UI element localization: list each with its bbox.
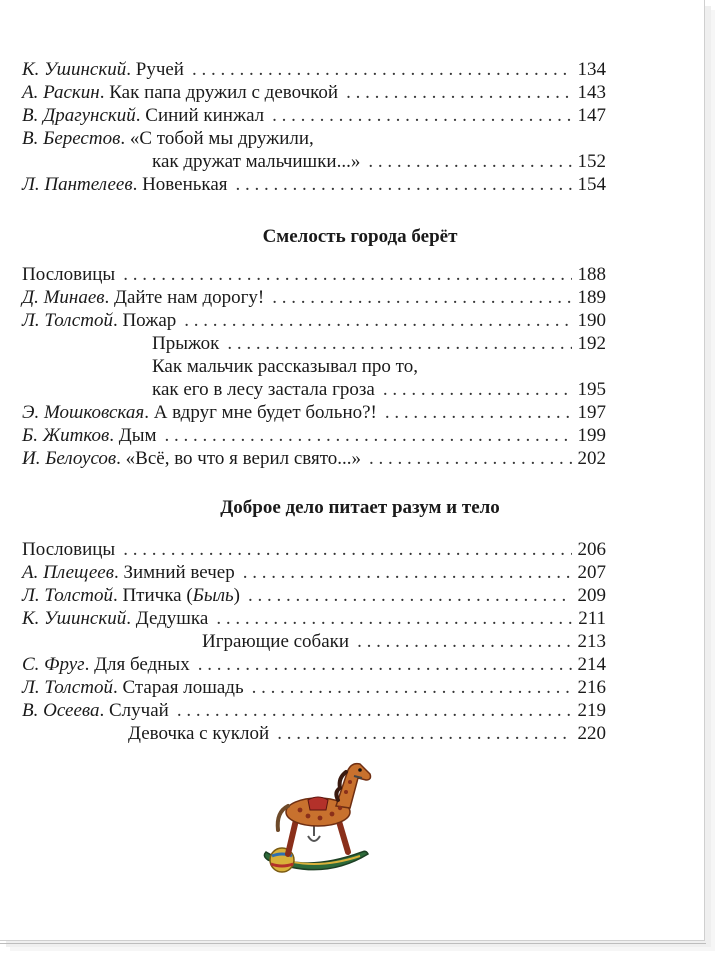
leader-dots [346,81,571,105]
entry-author: Л. Толстой [22,310,113,331]
entry-page-number: 206 [577,539,606,560]
leader-dots [277,722,571,746]
entry-page-number: 197 [577,402,606,423]
toc-entry-continuation[interactable] [22,332,606,356]
leader-dots [216,607,572,631]
entry-page-number: 188 [577,264,606,285]
entry-page-number: 209 [577,585,606,606]
entry-page-number: 214 [577,654,606,675]
entry-title: Зимний вечер [123,562,235,583]
entry-page-number: 190 [577,310,606,331]
entry-title: Как мальчик рассказывал про то, [152,356,418,377]
entry-author: И. Белоусов [22,448,117,469]
entry-author: К. Ушинский [22,608,127,629]
leader-dots [248,584,572,608]
leader-dots [227,332,571,356]
toc-entry[interactable]: К. Ушинский. Ручей . . . 134 [22,58,606,82]
leader-dots [198,653,572,677]
entry-author: А. Раскин [22,82,100,103]
entry-title: Старая лошадь [122,677,244,698]
entry-author: А. Плещеев [22,562,114,583]
leader-dots [243,561,572,585]
entry-page-number: 220 [577,723,606,744]
toc-entry-continuation[interactable] [22,378,606,402]
entry-page-number: 134 [577,59,606,80]
entry-page-number: 192 [577,333,606,354]
entry-page-number: 152 [577,151,606,172]
entry-title: Пословицы [22,539,116,560]
section-heading: Смелость города берёт [262,226,458,247]
leader-dots [383,378,572,402]
entry-title: Прыжок [152,333,220,354]
entry-title: как его в лесу застала гроза [152,379,375,400]
toc-entry[interactable]: В. Осеева. Случай . . . 219 [22,699,606,723]
rocking-horse-icon [262,756,374,882]
leader-dots [369,447,571,471]
leader-dots [165,424,572,448]
entry-page-number: 189 [577,287,606,308]
toc-entry[interactable]: С. Фруг. Для бедных . . . 214 [22,653,606,677]
entry-title: Птичка ( [122,585,193,606]
leader-dots [368,150,571,174]
toc-entry[interactable]: Б. Житков. Дым . . . 199 [22,424,606,448]
toc-entry[interactable]: Э. Мошковская. А вдруг мне будет больно?! . . . 197 [22,401,606,425]
page-edge [0,943,706,944]
entry-title: Дедушка [135,608,209,629]
entry-author: Д. Минаев [22,287,105,308]
entry-author: Э. Мошковская [22,402,145,423]
toc-entry-continuation[interactable] [22,355,606,379]
entry-page-number: 216 [577,677,606,698]
entry-page-number: 195 [577,379,606,400]
leader-dots [123,263,571,287]
toc-entry[interactable]: В. Берестов. «С тобой мы дружили, [22,128,314,149]
leader-dots [385,401,572,425]
entry-title: Девочка с куклой [128,723,270,744]
entry-page-number: 213 [577,631,606,652]
entry-page-number: 211 [578,608,606,629]
entry-author: Л. Толстой [22,677,113,698]
toc-entry[interactable] [22,538,606,562]
leader-dots [252,676,572,700]
entry-title: Как папа дружил с девочкой [109,82,339,103]
leader-dots [272,104,571,128]
toc-entry[interactable]: И. Белоусов. «Всё, во что я верил свято...» . . . 202 [22,447,606,471]
toc-entry[interactable]: А. Плещеев. Зимний вечер . . . 207 [22,561,606,585]
entry-title: как дружат мальчишки...» [152,151,361,172]
section-heading: Доброе дело питает разум и тело [220,497,500,518]
toc-entry-continuation[interactable] [22,722,606,746]
entry-author: Л. Пантелеев [22,174,133,195]
entry-page-number: 199 [577,425,606,446]
entry-title: Пословицы [22,264,116,285]
toc-entry[interactable]: Л. Толстой. Птичка (Быль) . . . 209 [22,584,606,608]
toc-entry[interactable]: Д. Минаев. Дайте нам дорогу! . . . 189 [22,286,606,310]
leader-dots [236,173,572,197]
toc-entry[interactable]: Л. Толстой. Старая лошадь . . . 216 [22,676,606,700]
toc-entry[interactable]: А. Раскин. Как папа дружил с девочкой . . . 143 [22,81,606,105]
entry-title: «С тобой мы дружили, [129,128,314,149]
entry-page-number: 154 [577,174,606,195]
toc-entry[interactable]: В. Драгунский. Синий кинжал . . . 147 [22,104,606,128]
toc-entry[interactable]: Л. Пантелеев. Новенькая . . . 154 [22,173,606,197]
entry-title: Синий кинжал [145,105,265,126]
toc-entry-continuation[interactable] [22,630,606,654]
toc-entry[interactable]: Л. Толстой. Пожар . . . 190 [22,309,606,333]
leader-dots [184,309,571,333]
entry-author: Б. Житков [22,425,110,446]
entry-title: Играющие собаки [202,631,350,652]
entry-page-number: 207 [577,562,606,583]
leader-dots [192,58,572,82]
toc-entry[interactable]: К. Ушинский. Дедушка . . . 211 [22,607,606,631]
entry-author: Л. Толстой [22,585,113,606]
entry-title: Пожар [122,310,177,331]
entry-title: Случай [109,700,169,721]
entry-author: К. Ушинский [22,59,127,80]
entry-title: Дайте нам дорогу! [114,287,265,308]
entry-page-number: 143 [577,82,606,103]
entry-title: Для бедных [94,654,190,675]
entry-page-number: 147 [577,105,606,126]
leader-dots [123,538,571,562]
entry-title-genre: Быль [192,585,234,606]
entry-title: Дым [118,425,157,446]
entry-page-number: 202 [577,448,606,469]
leader-dots [357,630,571,654]
entry-title: Ручей [135,59,184,80]
entry-page-number: 219 [577,700,606,721]
entry-author: С. Фруг [22,654,85,675]
leader-dots [272,286,571,310]
entry-author: В. Берестов [22,128,121,149]
toc-entry-continuation[interactable] [22,150,606,174]
entry-title: «Всё, во что я верил свято...» [125,448,362,469]
leader-dots [177,699,572,723]
entry-author: В. Драгунский [22,105,136,126]
entry-title: Новенькая [142,174,228,195]
entry-title: А вдруг мне будет больно?! [153,402,377,423]
entry-author: В. Осеева [22,700,100,721]
toc-entry[interactable] [22,263,606,287]
